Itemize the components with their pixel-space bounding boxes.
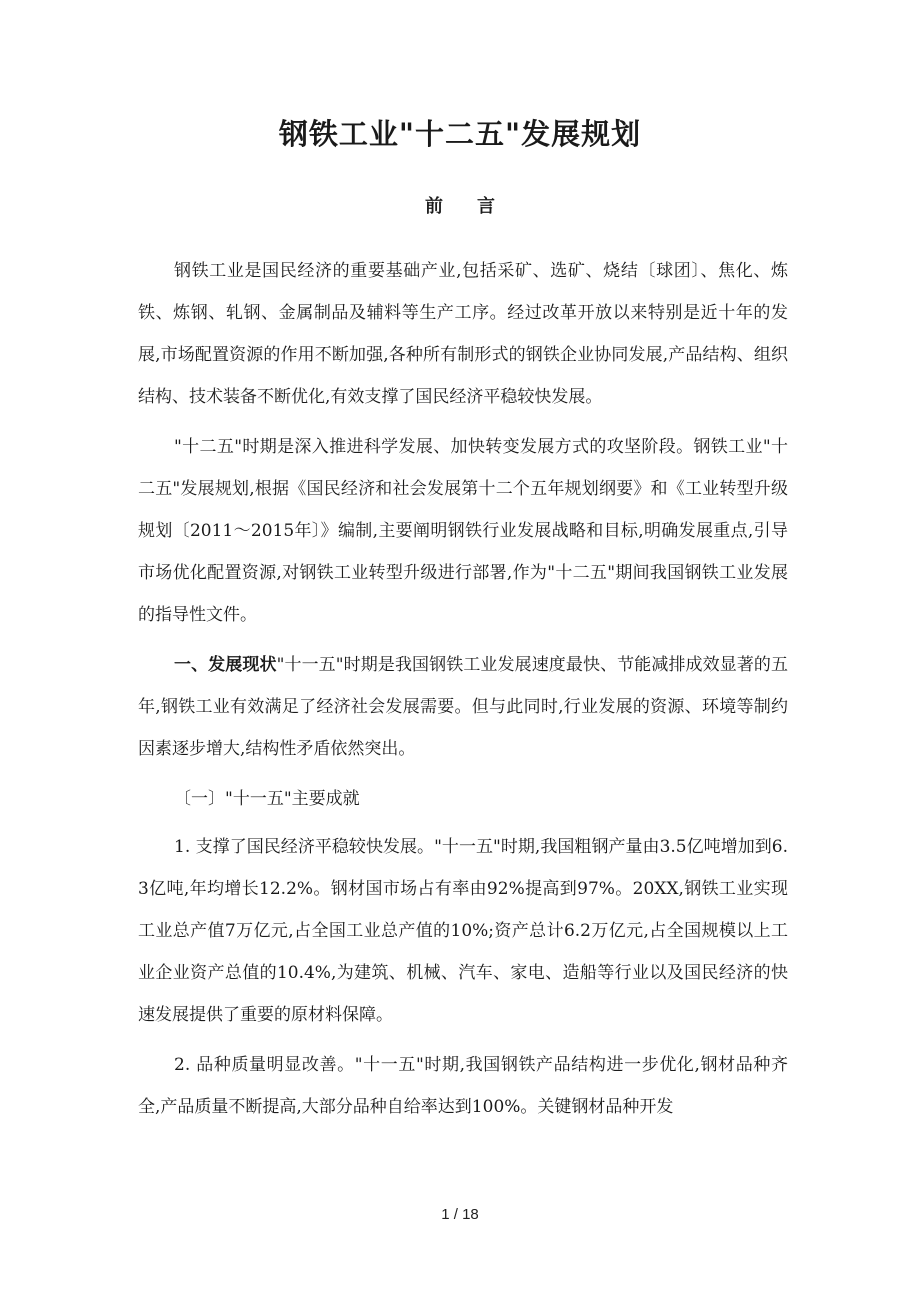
paragraph-text: 2. 品种质量明显改善。"十一五"时期,我国钢铁产品结构进一步优化,钢材品种齐全,产品质量不断提高,大部分品种自给率达到100%。关键钢材品种开发 (138, 1055, 788, 1117)
document-title: 钢铁工业"十二五"发展规划 (278, 117, 642, 151)
subsection-heading (138, 778, 788, 820)
paragraph-intro (138, 250, 788, 418)
preface-heading: 前言 (425, 196, 529, 217)
paragraph-achievement-2 (138, 1044, 788, 1128)
section-heading: 一、发展现状 (174, 655, 277, 675)
paragraph-text: 1. 支撑了国民经济平稳较快发展。"十一五"时期,我国粗钢产量由3.5亿吨增加到6.3亿吨,年均增长12.2%。钢材国市场占有率由92%提高到97%。20XX,钢铁工业实现工业总产值7万亿元,占全国工业总产值的10%;资产总计6.2万亿元,占全国规模以上工业企业资产总值的10.4%,为建筑、机械、汽车、家电、造船等行业以及国民经济的快速发展提供了重要的原材料保障。 (138, 837, 788, 1025)
page-indicator: 1 / 18 (441, 1206, 479, 1223)
body-text (138, 250, 788, 1136)
paragraph-text: 〔一〕"十一五"主要成就 (174, 789, 360, 809)
paragraph-achievement-1 (138, 826, 788, 1036)
paragraph-current-status (138, 644, 788, 770)
paragraph-text: "十一五"时期是我国钢铁工业发展速度最快、节能减排成效显著的五年,钢铁工业有效满足了经济社会发展需要。但与此同时,行业发展的资源、环境等制约因素逐步增大,结构性矛盾依然突出。 (138, 655, 788, 759)
paragraph-text: 钢铁工业是国民经济的重要基础产业,包括采矿、选矿、烧结〔球团〕、焦化、炼铁、炼钢、轧钢、金属制品及辅料等生产工序。经过改革开放以来特别是近十年的发展,市场配置资源的作用不断加强,各种所有制形式的钢铁企业协同发展,产品结构、组织结构、技术装备不断优化,有效支撑了国民经济平稳较快发展。 (138, 261, 788, 407)
paragraph-text: "十二五"时期是深入推进科学发展、加快转变发展方式的攻坚阶段。钢铁工业"十二五"发展规划,根据《国民经济和社会发展第十二个五年规划纲要》和《工业转型升级规划〔2011～2015年〕》编制,主要阐明钢铁行业发展战略和目标,明确发展重点,引导市场优化配置资源,对钢铁工业转型升级进行部署,作为"十二五"期间我国钢铁工业发展的指导性文件。 (138, 437, 788, 625)
paragraph-purpose (138, 426, 788, 636)
